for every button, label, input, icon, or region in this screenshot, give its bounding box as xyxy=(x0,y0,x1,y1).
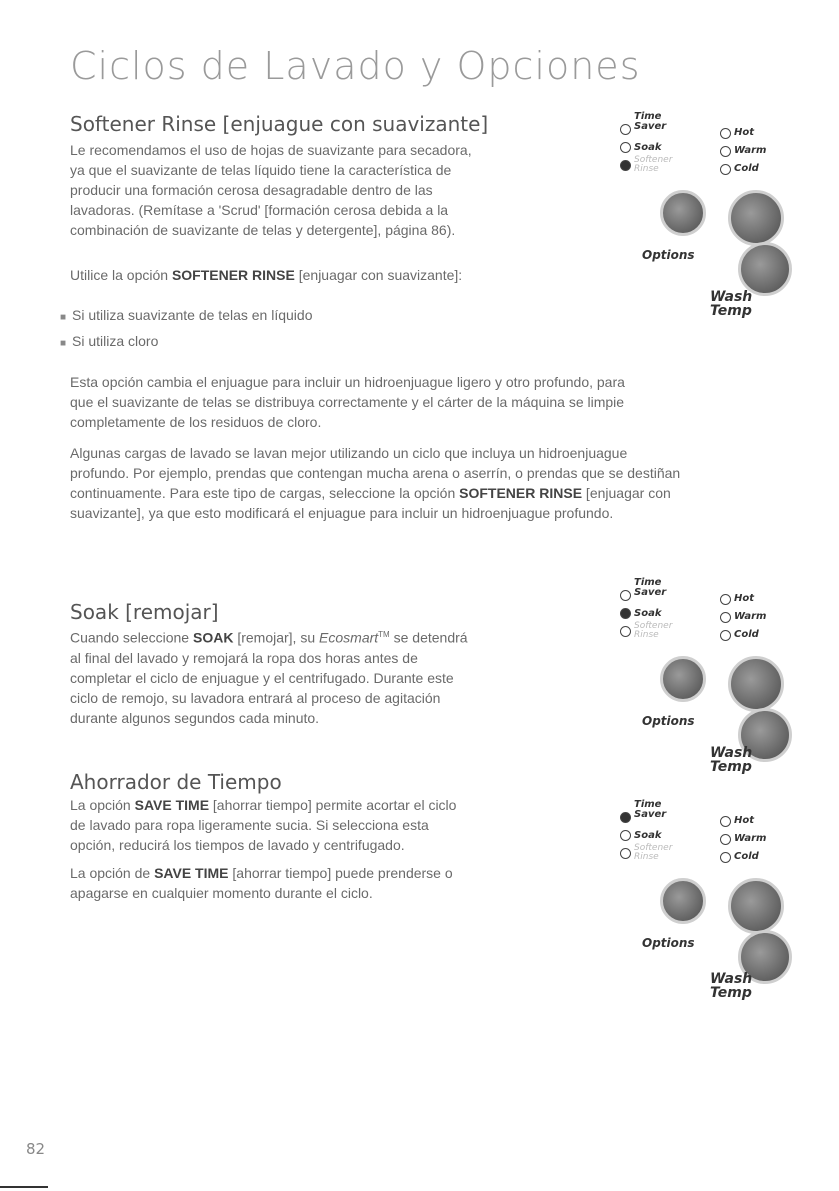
option-name: SAVE TIME xyxy=(134,797,210,813)
warm-label: Warm xyxy=(734,145,767,156)
text-span: Cuando seleccione xyxy=(70,629,193,646)
softener-label: Softener Rinse xyxy=(634,843,673,862)
text-line xyxy=(70,483,680,503)
wash-temp-label: Wash Temp xyxy=(710,971,753,1001)
text-line: opción, reducirá los tiempos de lavado y centrifugado. xyxy=(70,837,405,853)
text-span: [enjuagar con xyxy=(582,485,671,501)
warm-indicator xyxy=(720,146,731,157)
option-name: SOFTENER RINSE xyxy=(459,485,583,501)
text-span: se detendrá xyxy=(389,629,468,646)
soak-heading: Soak [remojar] xyxy=(70,600,219,624)
text-line: durante algunos segundos cada minuto. xyxy=(70,709,320,726)
text-span: La opción xyxy=(70,797,135,813)
text-span: [ahorrar tiempo] permite acortar el ciclo xyxy=(209,797,457,813)
hot-indicator xyxy=(720,128,731,139)
warm-indicator xyxy=(720,834,731,845)
text-span: [enjuagar con suavizante]: xyxy=(294,267,463,283)
text-line: Algunas cargas de lavado se lavan mejor utilizando un ciclo que incluya un hidroenjuague xyxy=(70,445,628,461)
text-line: producir una formación cerosa desagradable dentro de las xyxy=(70,182,433,198)
text-line xyxy=(70,795,456,815)
softener-indicator xyxy=(620,626,631,637)
softener-paragraph-4 xyxy=(70,443,680,523)
bullet-text: Si utiliza cloro xyxy=(72,333,159,349)
soak-label: Soak xyxy=(634,830,662,841)
savetime-heading: Ahorrador de Tiempo xyxy=(70,770,282,794)
wash-temp-label: Wash Temp xyxy=(710,745,753,775)
warm-label: Warm xyxy=(734,833,767,844)
hot-label: Hot xyxy=(734,127,755,138)
softener-paragraph-1 xyxy=(70,140,472,240)
time-saver-indicator xyxy=(620,124,631,135)
softener-indicator-lit xyxy=(620,160,631,171)
wash-temp-label: Wash Temp xyxy=(710,289,753,319)
soak-label: Soak xyxy=(634,142,662,153)
softener-indicator xyxy=(620,848,631,859)
time-saver-label: Time Saver xyxy=(634,111,667,132)
text-span: La opción de xyxy=(70,865,155,881)
bullet-item xyxy=(60,307,312,323)
text-span: [remojar], su xyxy=(233,629,320,646)
soak-indicator-lit xyxy=(620,608,631,619)
control-panel-illustration xyxy=(610,578,810,798)
options-label: Options xyxy=(642,714,695,728)
cold-indicator xyxy=(720,164,731,175)
hot-label: Hot xyxy=(734,815,755,826)
temp-button-top xyxy=(728,878,784,934)
control-panel-illustration xyxy=(610,112,810,332)
text-line: completamente de los residuos de cloro. xyxy=(70,414,322,430)
softener-label: Softener Rinse xyxy=(634,621,673,640)
options-button xyxy=(660,190,706,236)
text-line: ciclo de remojo, su lavadora entrará al proceso de agitación xyxy=(70,689,441,706)
bullet-icon: ■ xyxy=(60,338,67,349)
softener-heading: Softener Rinse [enjuague con suavizante] xyxy=(70,112,489,136)
bullet-text: Si utiliza suavizante de telas en líquido xyxy=(72,307,313,323)
text-line xyxy=(70,863,453,883)
text-line: que el suavizante de telas se distribuya correctamente y el cárter de la máquina se limpie xyxy=(70,394,625,410)
soak-paragraph xyxy=(70,625,468,728)
text-line: profundo. Por ejemplo, prendas que contengan mucha arena o aserrín, o prendas que se destiñan xyxy=(70,465,681,481)
bullet-icon: ■ xyxy=(60,312,67,323)
soak-indicator xyxy=(620,142,631,153)
hot-indicator xyxy=(720,594,731,605)
warm-label: Warm xyxy=(734,611,767,622)
time-saver-indicator-lit xyxy=(620,812,631,823)
options-label: Options xyxy=(642,248,695,262)
text-line: suavizante], ya que esto modificará el enjuague para incluir un hidroenjuague profundo. xyxy=(70,505,614,521)
softener-paragraph-2 xyxy=(70,265,462,285)
softener-label: Softener Rinse xyxy=(634,155,673,174)
options-button xyxy=(660,656,706,702)
soak-label: Soak xyxy=(634,608,662,619)
options-label: Options xyxy=(642,936,695,950)
text-line xyxy=(70,625,468,648)
temp-button-top xyxy=(728,656,784,712)
bottom-rule xyxy=(0,1186,48,1188)
option-name: SOAK xyxy=(192,629,234,646)
time-saver-indicator xyxy=(620,590,631,601)
cold-indicator xyxy=(720,630,731,641)
time-saver-label: Time Saver xyxy=(634,577,667,598)
control-panel-illustration xyxy=(610,800,810,1020)
text-span: [ahorrar tiempo] puede prenderse o xyxy=(228,865,453,881)
cold-label: Cold xyxy=(734,163,759,174)
text-line: lavadoras. (Remítase a 'Scrud' [formación cerosa debida a la xyxy=(70,202,449,218)
text-line: Esta opción cambia el enjuague para incluir un hidroenjuague ligero y otro profundo, para xyxy=(70,374,625,390)
warm-indicator xyxy=(720,612,731,623)
option-name: SAVE TIME xyxy=(154,865,229,881)
savetime-paragraph-1 xyxy=(70,795,456,855)
text-line: de lavado para ropa ligeramente sucia. Si selecciona esta xyxy=(70,817,429,833)
brand-name: Ecosmart xyxy=(319,629,379,646)
time-saver-label: Time Saver xyxy=(634,799,667,820)
soak-indicator xyxy=(620,830,631,841)
text-line: combinación de suavizante de telas y detergente], página 86). xyxy=(70,222,456,238)
text-span: Utilice la opción xyxy=(70,267,172,283)
cold-label: Cold xyxy=(734,851,759,862)
page-title: Ciclos de Lavado y Opciones xyxy=(70,44,641,88)
option-name: SOFTENER RINSE xyxy=(171,267,295,283)
bullet-item xyxy=(60,333,158,349)
options-button xyxy=(660,878,706,924)
text-span: continuamente. Para este tipo de cargas, seleccione la opción xyxy=(70,485,460,501)
hot-label: Hot xyxy=(734,593,755,604)
page-number: 82 xyxy=(26,1140,46,1158)
trademark: TM xyxy=(378,630,390,639)
cold-label: Cold xyxy=(734,629,759,640)
text-line: completar el ciclo de enjuague y el centrifugado. Durante este xyxy=(70,669,454,686)
text-line: al final del lavado y remojará la ropa dos horas antes de xyxy=(70,649,418,666)
cold-indicator xyxy=(720,852,731,863)
hot-indicator xyxy=(720,816,731,827)
text-line: apagarse en cualquier momento durante el ciclo. xyxy=(70,885,373,901)
wash-temp-button xyxy=(738,242,792,296)
text-line: Le recomendamos el uso de hojas de suavizante para secadora, xyxy=(70,142,472,158)
temp-button-top xyxy=(728,190,784,246)
savetime-paragraph-2 xyxy=(70,863,453,903)
softener-paragraph-3 xyxy=(70,372,625,432)
text-line: ya que el suavizante de telas líquido tiene la característica de xyxy=(70,162,452,178)
